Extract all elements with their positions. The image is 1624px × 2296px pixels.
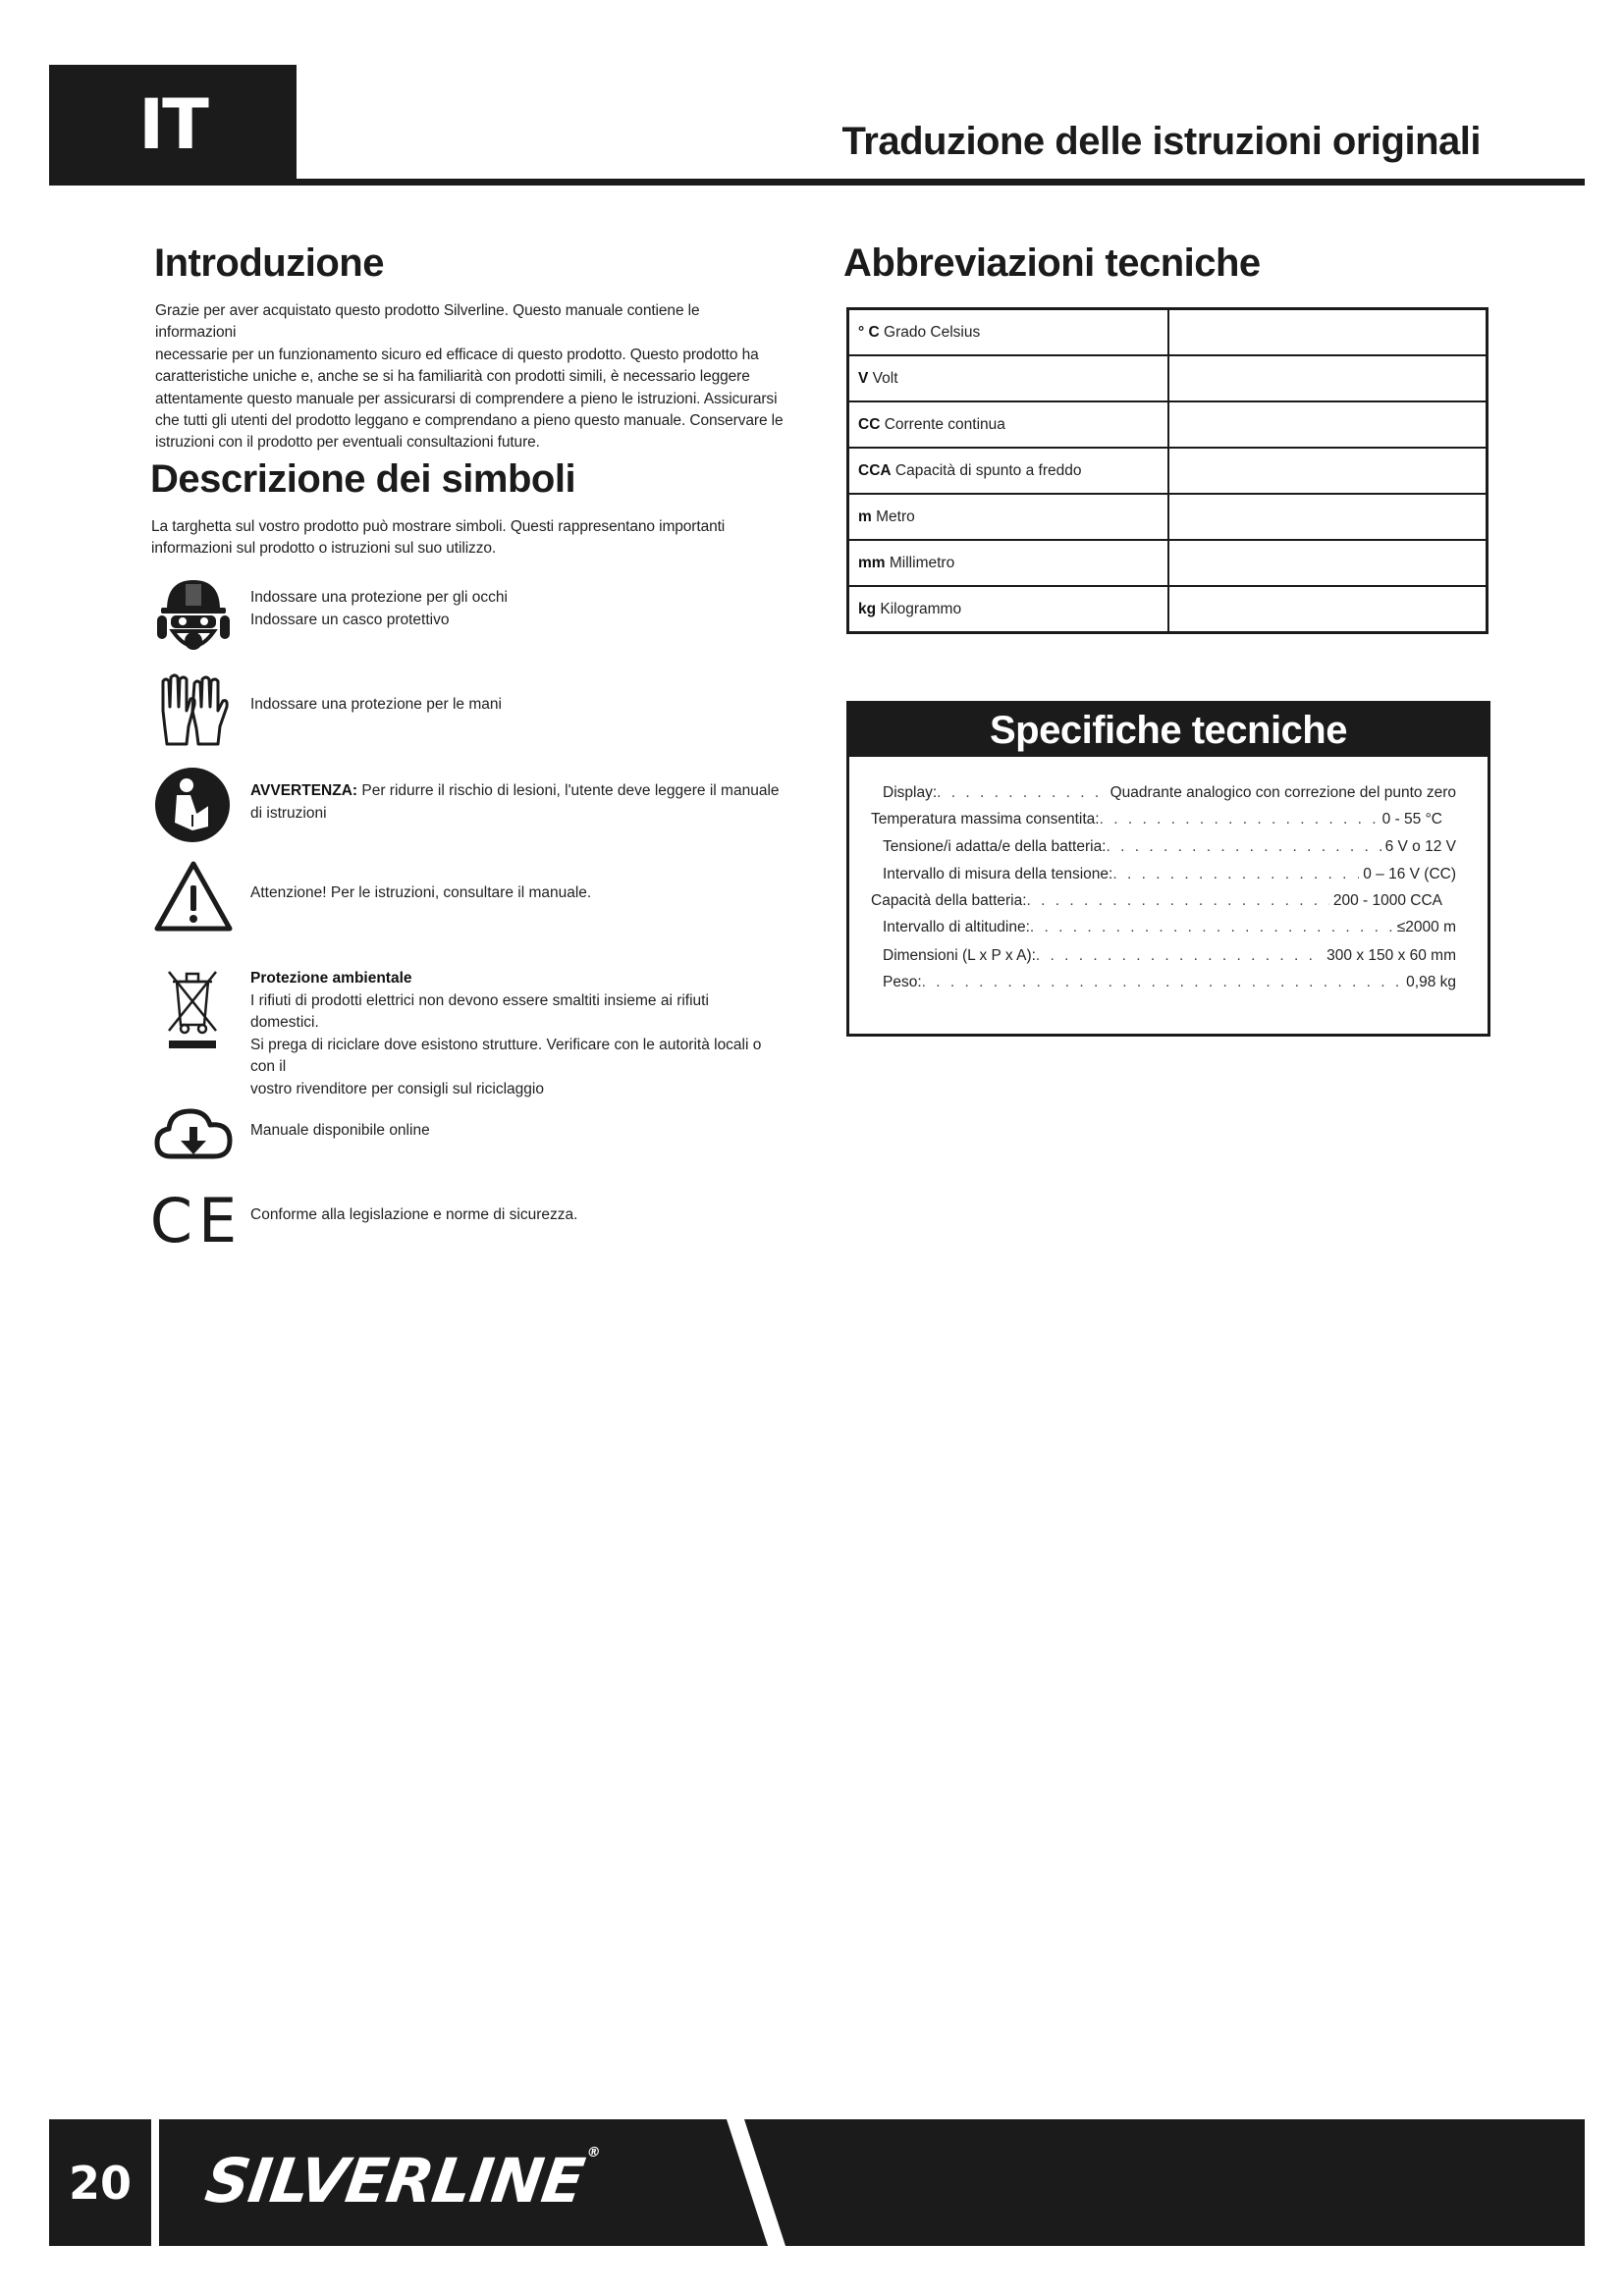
weee-bin-icon: [163, 966, 222, 1050]
symbols-heading: Descrizione dei simboli: [150, 457, 576, 501]
footer-slash-decoration: [687, 2119, 795, 2246]
spec-row-display: Display: . . . Quadrante analogico con correzione del punto zero: [883, 781, 1456, 805]
symbol-text-warning-manual: AVVERTENZA: Per ridurre il rischio di lesioni, l'utente deve leggere il manuale di istruzioni: [250, 782, 780, 822]
spec-row-altitude: Intervallo di altitudine: . . . ≤2000 m: [883, 916, 1456, 939]
symbols-intro: La targhetta sul vostro prodotto può mostrare simboli. Questi rappresentano importanti informazioni sul prodotto o istruzioni sul suo utilizzo.: [151, 518, 726, 558]
intro-paragraph: Grazie per aver acquistato questo prodotto Silverline. Questo manuale contiene le informazioni necessarie per un funzionamento sicuro ed efficace di questo prodotto. Questo prodotto ha caratteristiche uniche e, anche se si ha familiarità con prodotti simili, è necessario leggere attentamente questo manuale per assicurarsi di comprendere a pieno le istruzioni. Assicurarsi che tutti gli utenti del prodotto leggano e comprendano a pieno questo manuale. Conservare le istruzioni con il prodotto per eventuali consultazioni future.: [155, 302, 784, 452]
spec-row-temperature: Temperatura massima consentita: . . . 0 - 55 °C: [871, 808, 1442, 831]
spec-row-battery-capacity: Capacità della batteria: . . . 200 - 1000 CCA: [871, 889, 1442, 913]
table-row: m Metro: [848, 494, 1488, 540]
header-rule: [49, 179, 1585, 186]
specs-heading: Specifiche tecniche: [849, 704, 1488, 757]
footer-divider: [151, 2119, 159, 2246]
gloves-icon: [153, 671, 234, 750]
symbol-text-environment: Protezione ambientale I rifiuti di prodotti elettrici non devono essere smaltiti insieme ai rifiuti domestici. Si prega di riciclare dove esistono strutture. Verificare con le autorità locali o con il vostro rivenditore per consigli sul riciclaggio: [250, 970, 762, 1097]
safety-gear-icon: [153, 574, 234, 657]
symbol-text-safety: Indossare una protezione per gli occhi Indossare un casco protettivo: [250, 589, 508, 628]
abbreviations-heading: Abbreviazioni tecniche: [843, 241, 1261, 285]
table-row: mm Millimetro: [848, 540, 1488, 586]
language-badge: IT: [49, 65, 297, 185]
symbol-text-online-manual: Manuale disponibile online: [250, 1122, 430, 1139]
page-number: 20: [68, 2156, 132, 2210]
table-row: CC Corrente continua: [848, 401, 1488, 448]
silverline-logo: SILVERLINE®: [200, 2145, 601, 2216]
spec-row-weight: Peso: . . . 0,98 kg: [883, 971, 1456, 994]
symbol-text-gloves: Indossare una protezione per le mani: [250, 696, 502, 713]
symbol-text-ce: Conforme alla legislazione e norme di sicurezza.: [250, 1206, 578, 1223]
table-row: ° C Grado Celsius: [848, 309, 1488, 356]
read-manual-icon: [153, 766, 232, 844]
spec-row-battery-voltage: Tensione/i adatta/e della batteria: . . . 6 V o 12 V: [883, 835, 1456, 859]
abbreviations-table: [846, 307, 1489, 634]
warning-triangle-icon: [153, 860, 234, 934]
cloud-download-icon: [153, 1103, 234, 1164]
page-title: Traduzione delle istruzioni originali: [841, 120, 1481, 163]
ce-mark-icon: CE: [149, 1185, 244, 1256]
symbol-text-attention: Attenzione! Per le istruzioni, consultare il manuale.: [250, 884, 592, 901]
table-row: V Volt: [848, 355, 1488, 401]
spec-row-dimensions: Dimensioni (L x P x A): . . . 300 x 150 x 60 mm: [883, 944, 1456, 968]
intro-heading: Introduzione: [154, 241, 384, 285]
table-row: kg Kilogrammo: [848, 586, 1488, 633]
spec-row-voltage-range: Intervallo di misura della tensione: . . . 0 – 16 V (CC): [883, 863, 1456, 886]
specs-box: [846, 701, 1490, 1037]
table-row: CCA Capacità di spunto a freddo: [848, 448, 1488, 494]
